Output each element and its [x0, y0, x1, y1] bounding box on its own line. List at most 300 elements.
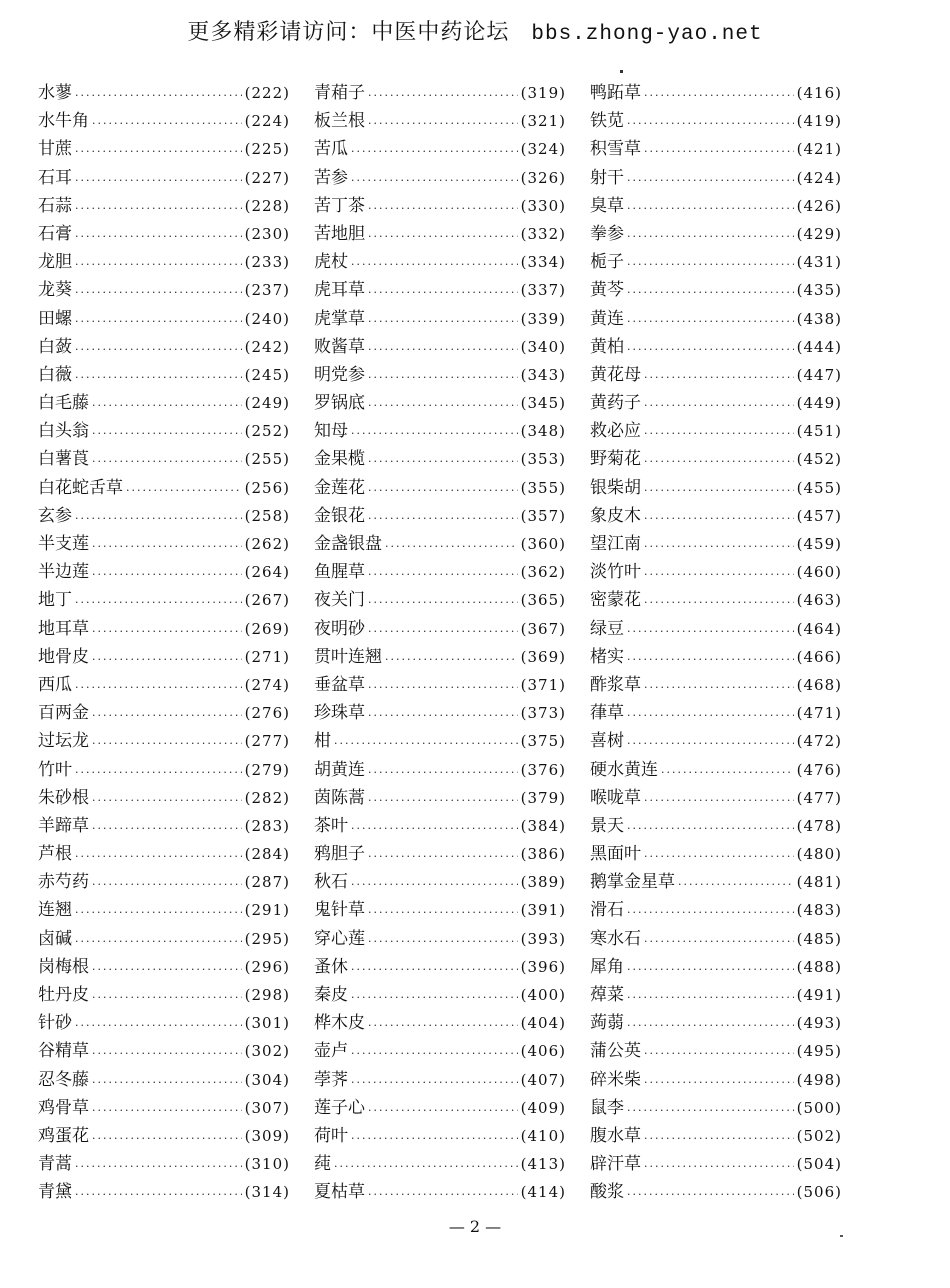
entry-page-number: (426)	[796, 196, 842, 215]
leader-dots	[351, 1071, 518, 1088]
index-entry	[590, 726, 842, 754]
entry-name: 虎杖	[314, 252, 348, 273]
index-entry	[38, 501, 290, 529]
leader-dots	[92, 704, 242, 721]
leader-dots	[368, 620, 518, 637]
entry-page-number: (369)	[520, 647, 566, 666]
leader-dots	[92, 873, 242, 890]
entry-page-number: (267)	[244, 591, 290, 610]
entry-page-number: (500)	[796, 1098, 842, 1117]
entry-page-number: (414)	[520, 1183, 566, 1202]
leader-dots	[368, 394, 518, 411]
index-entry	[314, 867, 566, 895]
entry-name: 淡竹叶	[590, 562, 641, 583]
entry-page-number: (367)	[520, 619, 566, 638]
entry-name: 芦根	[38, 844, 72, 865]
leader-dots	[385, 535, 518, 552]
entry-name: 鱼腥草	[314, 562, 365, 583]
index-entry	[590, 557, 842, 585]
entry-page-number: (240)	[244, 309, 290, 328]
leader-dots	[678, 873, 794, 890]
entry-page-number: (287)	[244, 873, 290, 892]
entry-name: 栀子	[590, 252, 624, 273]
index-entry	[314, 473, 566, 501]
entry-name: 葎草	[590, 703, 624, 724]
index-entry	[38, 416, 290, 444]
page-header	[0, 15, 950, 46]
entry-page-number: (330)	[520, 196, 566, 215]
entry-name: 牡丹皮	[38, 985, 89, 1005]
index-entry	[38, 1149, 290, 1177]
index-entry	[590, 529, 842, 557]
entry-name: 谷精草	[38, 1041, 89, 1062]
leader-dots	[627, 704, 794, 721]
entry-name: 景天	[590, 815, 624, 836]
leader-dots	[351, 422, 518, 439]
entry-page-number: (228)	[244, 196, 290, 215]
entry-page-number: (396)	[520, 957, 566, 976]
index-entry	[38, 444, 290, 472]
entry-page-number: (222)	[244, 84, 290, 102]
entry-page-number: (460)	[796, 563, 842, 582]
entry-name: 鸦胆子	[314, 844, 365, 865]
leader-dots	[644, 930, 794, 947]
entry-name: 犀角	[590, 956, 624, 977]
entry-page-number: (225)	[244, 140, 290, 159]
leader-dots	[334, 732, 518, 749]
entry-name: 青蒿	[38, 1154, 72, 1175]
entry-page-number: (348)	[520, 422, 566, 441]
leader-dots	[644, 1042, 794, 1059]
leader-dots	[351, 253, 518, 270]
leader-dots	[627, 620, 794, 637]
leader-dots	[75, 169, 242, 186]
entry-name: 西瓜	[38, 674, 72, 695]
entry-page-number: (384)	[520, 816, 566, 835]
entry-page-number: (457)	[796, 506, 842, 525]
entry-name: 针砂	[38, 1013, 72, 1034]
entry-name: 射干	[590, 167, 624, 188]
index-entry	[314, 980, 566, 1008]
index-entry	[314, 191, 566, 219]
entry-page-number: (429)	[796, 224, 842, 243]
index-entry	[38, 557, 290, 585]
index-entry	[38, 191, 290, 219]
index-entry	[590, 755, 842, 783]
index-entry	[590, 783, 842, 811]
entry-page-number: (419)	[796, 112, 842, 131]
entry-page-number: (334)	[520, 253, 566, 272]
entry-name: 辟汗草	[590, 1154, 641, 1175]
entry-name: 石蒜	[38, 195, 72, 216]
entry-page-number: (283)	[244, 816, 290, 835]
entry-page-number: (324)	[520, 140, 566, 159]
entry-name: 地骨皮	[38, 646, 89, 667]
entry-name: 白薯莨	[38, 449, 89, 470]
entry-name: 苦参	[314, 167, 348, 188]
entry-page-number: (477)	[796, 788, 842, 807]
entry-name: 过坛龙	[38, 731, 89, 752]
leader-dots	[627, 986, 794, 1003]
index-entry	[314, 219, 566, 247]
index-entry	[38, 1177, 290, 1205]
index-entry	[590, 867, 842, 895]
entry-name: 救必应	[590, 421, 641, 442]
index-entry	[38, 1008, 290, 1036]
leader-dots	[92, 732, 242, 749]
leader-dots	[368, 563, 518, 580]
leader-dots	[627, 281, 794, 298]
index-entry	[314, 811, 566, 839]
index-entry	[314, 275, 566, 303]
entry-name: 拳参	[590, 223, 624, 244]
entry-page-number: (502)	[796, 1126, 842, 1145]
index-column-1	[38, 78, 290, 1206]
entry-page-number: (447)	[796, 365, 842, 384]
entry-page-number: (353)	[520, 450, 566, 469]
index-entry	[38, 726, 290, 754]
header-site-link[interactable]: bbs.zhong-yao.net	[531, 23, 763, 46]
entry-name: 喜树	[590, 731, 624, 752]
index-entry	[314, 416, 566, 444]
leader-dots	[627, 958, 794, 975]
entry-page-number: (237)	[244, 281, 290, 300]
index-entry	[314, 1093, 566, 1121]
entry-name: 胡黄连	[314, 759, 365, 780]
index-entry	[590, 444, 842, 472]
entry-name: 水牛角	[38, 111, 89, 132]
leader-dots	[644, 1127, 794, 1144]
entry-page-number: (233)	[244, 253, 290, 272]
entry-name: 青葙子	[314, 83, 365, 103]
entry-page-number: (230)	[244, 224, 290, 243]
index-entry	[314, 1065, 566, 1093]
entry-page-number: (488)	[796, 957, 842, 976]
entry-name: 鹅掌金星草	[590, 872, 675, 893]
leader-dots	[92, 789, 242, 806]
leader-dots	[75, 225, 242, 242]
leader-dots	[368, 901, 518, 918]
entry-page-number: (343)	[520, 365, 566, 384]
index-entry	[314, 557, 566, 585]
entry-page-number: (493)	[796, 1014, 842, 1033]
entry-page-number: (357)	[520, 506, 566, 525]
entry-name: 鸡蛋花	[38, 1125, 89, 1146]
leader-dots	[92, 986, 242, 1003]
entry-page-number: (274)	[244, 675, 290, 694]
entry-name: 臭草	[590, 195, 624, 216]
entry-page-number: (480)	[796, 845, 842, 864]
entry-page-number: (252)	[244, 422, 290, 441]
leader-dots	[92, 1099, 242, 1116]
entry-name: 羊蹄草	[38, 815, 89, 836]
entry-page-number: (284)	[244, 845, 290, 864]
entry-page-number: (393)	[520, 929, 566, 948]
entry-page-number: (466)	[796, 647, 842, 666]
leader-dots	[368, 310, 518, 327]
index-entry	[590, 614, 842, 642]
entry-page-number: (279)	[244, 760, 290, 779]
entry-name: 朱砂根	[38, 787, 89, 808]
leader-dots	[368, 84, 518, 101]
leader-dots	[644, 140, 794, 157]
index-entry	[314, 134, 566, 162]
entry-page-number: (276)	[244, 704, 290, 723]
leader-dots	[92, 958, 242, 975]
entry-page-number: (365)	[520, 591, 566, 610]
index-entry	[38, 78, 290, 106]
index-entry	[590, 1121, 842, 1149]
leader-dots	[75, 197, 242, 214]
entry-name: 黄柏	[590, 336, 624, 357]
entry-name: 银柴胡	[590, 477, 641, 498]
leader-dots	[627, 1014, 794, 1031]
entry-name: 罗锅底	[314, 393, 365, 414]
index-entry	[590, 78, 842, 106]
entry-name: 酢浆草	[590, 674, 641, 695]
entry-name: 黑面叶	[590, 844, 641, 865]
index-entry	[314, 585, 566, 613]
leader-dots	[644, 450, 794, 467]
entry-page-number: (258)	[244, 506, 290, 525]
index-entry	[590, 388, 842, 416]
entry-page-number: (307)	[244, 1098, 290, 1117]
leader-dots	[368, 450, 518, 467]
entry-name: 金盏银盘	[314, 534, 382, 554]
leader-dots	[627, 253, 794, 270]
entry-name: 龙葵	[38, 280, 72, 301]
leader-dots	[351, 140, 518, 157]
entry-page-number: (431)	[796, 253, 842, 272]
entry-name: 石耳	[38, 167, 72, 188]
entry-page-number: (386)	[520, 845, 566, 864]
leader-dots	[92, 535, 242, 552]
leader-dots	[368, 845, 518, 862]
index-entry	[590, 670, 842, 698]
entry-name: 硬水黄连	[590, 759, 658, 780]
index-entry	[38, 275, 290, 303]
index-entry	[590, 1008, 842, 1036]
index-entry	[314, 1036, 566, 1064]
index-entry	[314, 670, 566, 698]
leader-dots	[644, 563, 794, 580]
entry-page-number: (376)	[520, 760, 566, 779]
index-entry	[314, 247, 566, 275]
leader-dots	[644, 789, 794, 806]
leader-dots	[75, 930, 242, 947]
leader-dots	[368, 479, 518, 496]
index-entry	[590, 163, 842, 191]
entry-page-number: (264)	[244, 563, 290, 582]
index-entry	[38, 952, 290, 980]
entry-name: 白毛藤	[38, 393, 89, 414]
entry-name: 金莲花	[314, 477, 365, 498]
entry-name: 贯叶连翘	[314, 646, 382, 667]
entry-name: 知母	[314, 421, 348, 442]
index-column-2	[314, 78, 566, 1206]
entry-page-number: (444)	[796, 337, 842, 356]
entry-name: 秦皮	[314, 985, 348, 1005]
entry-page-number: (262)	[244, 535, 290, 553]
leader-dots	[75, 366, 242, 383]
leader-dots	[661, 761, 794, 778]
index-entry	[38, 755, 290, 783]
entry-name: 蒟蒻	[590, 1013, 624, 1034]
entry-page-number: (478)	[796, 816, 842, 835]
leader-dots	[351, 873, 518, 890]
entry-name: 半边莲	[38, 562, 89, 583]
entry-name: 地耳草	[38, 618, 89, 639]
entry-page-number: (302)	[244, 1042, 290, 1061]
index-entry	[590, 952, 842, 980]
leader-dots	[92, 620, 242, 637]
entry-name: 苦瓜	[314, 139, 348, 160]
index-entry	[590, 219, 842, 247]
index-entry	[590, 134, 842, 162]
entry-page-number: (371)	[520, 675, 566, 694]
entry-page-number: (471)	[796, 704, 842, 723]
leader-dots	[368, 225, 518, 242]
entry-page-number: (224)	[244, 112, 290, 131]
entry-name: 壶卢	[314, 1041, 348, 1062]
index-entry	[38, 1121, 290, 1149]
leader-dots	[627, 901, 794, 918]
leader-dots	[644, 507, 794, 524]
index-entry	[590, 275, 842, 303]
leader-dots	[644, 479, 794, 496]
index-entry	[590, 1093, 842, 1121]
entry-name: 甘蔗	[38, 139, 72, 160]
scan-speck	[620, 70, 623, 73]
entry-page-number: (464)	[796, 619, 842, 638]
leader-dots	[351, 958, 518, 975]
leader-dots	[627, 225, 794, 242]
entry-page-number: (455)	[796, 478, 842, 497]
entry-name: 桦木皮	[314, 1013, 365, 1034]
entry-name: 黄药子	[590, 393, 641, 414]
entry-page-number: (339)	[520, 309, 566, 328]
entry-name: 水蓼	[38, 83, 72, 103]
entry-page-number: (400)	[520, 986, 566, 1004]
leader-dots	[627, 648, 794, 665]
index-entry	[314, 1121, 566, 1149]
entry-name: 明党参	[314, 364, 365, 385]
leader-dots	[627, 1183, 794, 1200]
entry-name: 荸荠	[314, 1069, 348, 1090]
index-entry	[38, 332, 290, 360]
header-prefix: 更多精彩请访问：中医中药论坛	[187, 20, 510, 45]
index-entry	[38, 839, 290, 867]
leader-dots	[92, 450, 242, 467]
index-entry	[314, 501, 566, 529]
entry-name: 败酱草	[314, 336, 365, 357]
index-entry	[314, 360, 566, 388]
entry-name: 夜明砂	[314, 618, 365, 639]
leader-dots	[92, 422, 242, 439]
leader-dots	[75, 281, 242, 298]
leader-dots	[368, 281, 518, 298]
entry-name: 百两金	[38, 703, 89, 724]
leader-dots	[75, 845, 242, 862]
entry-page-number: (435)	[796, 281, 842, 300]
entry-name: 蒲公英	[590, 1041, 641, 1062]
leader-dots	[92, 112, 242, 129]
leader-dots	[385, 648, 518, 665]
index-entry	[314, 895, 566, 923]
entry-name: 鼠李	[590, 1097, 624, 1118]
entry-page-number: (362)	[520, 563, 566, 582]
entry-name: 金银花	[314, 505, 365, 526]
leader-dots	[644, 366, 794, 383]
entry-name: 穿心莲	[314, 928, 365, 949]
index-entry	[590, 191, 842, 219]
leader-dots	[92, 563, 242, 580]
leader-dots	[75, 591, 242, 608]
entry-page-number: (277)	[244, 732, 290, 751]
entry-name: 绿豆	[590, 618, 624, 639]
index-entry	[590, 1065, 842, 1093]
index-entry	[314, 614, 566, 642]
leader-dots	[627, 169, 794, 186]
entry-name: 腹水草	[590, 1125, 641, 1146]
entry-page-number: (463)	[796, 591, 842, 610]
leader-dots	[92, 817, 242, 834]
entry-name: 黄芩	[590, 280, 624, 301]
leader-dots	[75, 84, 242, 101]
entry-page-number: (309)	[244, 1126, 290, 1145]
index-entry	[590, 1149, 842, 1177]
entry-name: 青黛	[38, 1182, 72, 1203]
entry-page-number: (504)	[796, 1155, 842, 1174]
index-entry	[38, 811, 290, 839]
leader-dots	[92, 394, 242, 411]
entry-page-number: (256)	[244, 478, 290, 497]
leader-dots	[368, 197, 518, 214]
entry-page-number: (298)	[244, 986, 290, 1004]
entry-page-number: (245)	[244, 365, 290, 384]
entry-page-number: (483)	[796, 901, 842, 920]
leader-dots	[368, 761, 518, 778]
entry-name: 铁苋	[590, 111, 624, 132]
entry-name: 鬼针草	[314, 900, 365, 921]
entry-page-number: (345)	[520, 394, 566, 413]
entry-name: 苦地胆	[314, 223, 365, 244]
entry-name: 白花蛇舌草	[38, 477, 123, 498]
entry-page-number: (249)	[244, 394, 290, 413]
entry-page-number: (495)	[796, 1042, 842, 1061]
index-entry	[590, 1177, 842, 1205]
leader-dots	[351, 1042, 518, 1059]
leader-dots	[368, 704, 518, 721]
entry-name: 柑	[314, 731, 331, 752]
entry-name: 望江南	[590, 534, 641, 554]
entry-page-number: (360)	[520, 535, 566, 553]
entry-name: 玄参	[38, 505, 72, 526]
entry-name: 赤芍药	[38, 872, 89, 893]
index-entry	[590, 895, 842, 923]
entry-name: 楮实	[590, 646, 624, 667]
entry-name: 茵陈蒿	[314, 787, 365, 808]
index-entry	[314, 952, 566, 980]
leader-dots	[368, 676, 518, 693]
entry-name: 板兰根	[314, 111, 365, 132]
entry-name: 滑石	[590, 900, 624, 921]
entry-page-number: (459)	[796, 535, 842, 553]
leader-dots	[334, 1155, 518, 1172]
leader-dots	[75, 901, 242, 918]
entry-name: 喉咙草	[590, 787, 641, 808]
leader-dots	[351, 817, 518, 834]
